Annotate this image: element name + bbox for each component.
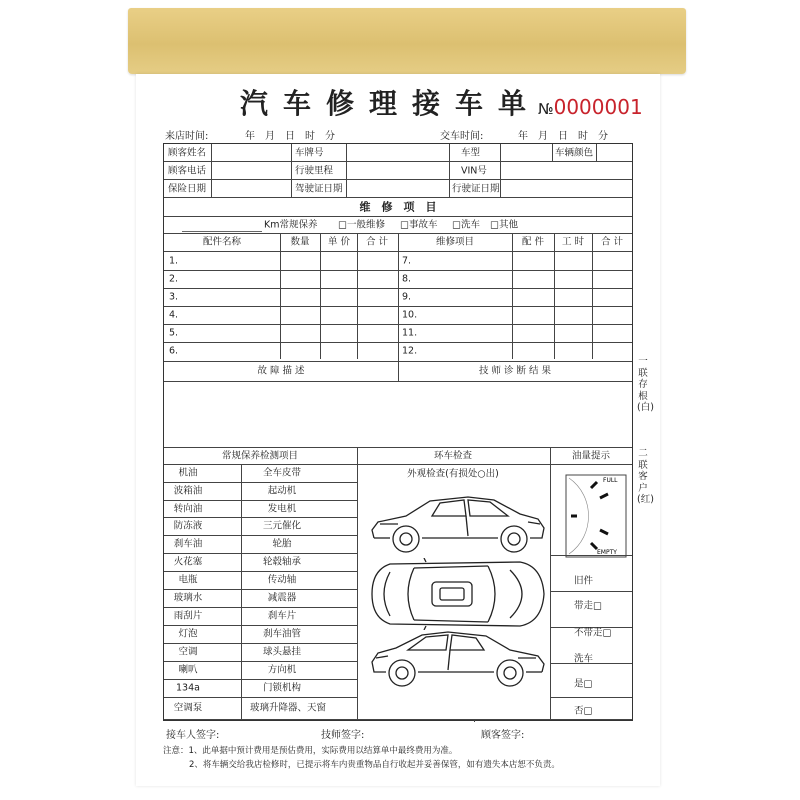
insurance-date-label: 保险日期 xyxy=(168,183,207,195)
repair-row: 11. xyxy=(402,327,418,339)
km-maintenance-label: Km常规保养 xyxy=(264,219,318,231)
check-item: 灯泡 xyxy=(178,628,198,640)
page-title: 汽车修理接车单 xyxy=(240,87,542,120)
header-total: 合 计 xyxy=(600,236,624,248)
leave-old-parts-checkbox[interactable]: 不带走□ xyxy=(574,627,612,639)
carbon-copy-backing xyxy=(128,8,686,74)
customer-name-label: 顾客姓名 xyxy=(168,147,207,159)
serial-number xyxy=(538,95,643,119)
check-item: 134a xyxy=(176,682,200,694)
customer-phone-label: 顾客电话 xyxy=(168,165,207,177)
repair-row: 5. xyxy=(169,327,179,339)
number-value: 0000001 xyxy=(553,95,643,119)
repair-row: 12. xyxy=(402,345,418,357)
model-label: 车型 xyxy=(461,147,481,159)
receiver-signature-label: 接车人签字: xyxy=(166,730,220,741)
fuel-heading: 油量提示 xyxy=(571,450,611,462)
fuel-full-text: FULL xyxy=(603,477,618,484)
repair-row: 7. xyxy=(402,255,412,267)
check-item: 玻璃升降器、天窗 xyxy=(249,702,327,714)
gauge-tick xyxy=(600,494,608,498)
repair-row: 6. xyxy=(169,345,179,357)
option-other[interactable]: □其他 xyxy=(490,219,518,231)
fuel-empty-text: EMPTY xyxy=(597,549,617,556)
check-item: 起动机 xyxy=(267,485,297,497)
header-labor: 工 时 xyxy=(561,236,585,248)
wash-yes-checkbox[interactable]: 是□ xyxy=(574,678,593,690)
fault-description-label: 故 障 描 述 xyxy=(257,365,305,377)
repair-row: 3. xyxy=(169,291,179,303)
check-item: 发电机 xyxy=(267,503,297,515)
mileage-label: 行驶里程 xyxy=(295,165,334,177)
check-item: 转向油 xyxy=(173,503,203,515)
check-item: 方向机 xyxy=(267,664,297,676)
header-repair-item: 维修项目 xyxy=(435,236,475,248)
arrive-time-label: 来店时间: xyxy=(165,131,209,142)
check-item: 球头悬挂 xyxy=(262,646,302,658)
note-line-2: 2、将车辆交给我店检修时，已提示将车内贵重物品自行收起并妥善保管，如有遗失本店恕不负责。 xyxy=(189,760,560,770)
copy-stub-label: 一联 存根 (白) xyxy=(637,356,654,413)
gauge-tick-full xyxy=(591,482,597,488)
note-line-1: 注意：1、此单据中预计费用是预估费用，实际费用以结算单中最终费用为准。 xyxy=(163,746,458,756)
registration-date-label: 行驶证日期 xyxy=(452,183,500,195)
repair-heading: 维 修 项 目 xyxy=(359,200,437,214)
header-subtotal: 合 计 xyxy=(365,236,389,248)
plate-label: 车牌号 xyxy=(295,147,324,159)
repair-row: 1. xyxy=(169,255,179,267)
arrive-time-units: 年 月 日 时 分 xyxy=(245,131,335,142)
check-item: 全车皮带 xyxy=(262,467,302,479)
repair-row: 10. xyxy=(402,309,418,321)
header-part-name: 配件名称 xyxy=(202,236,242,248)
deliver-time-units: 年 月 日 时 分 xyxy=(518,131,608,142)
technician-diagnosis-label: 技 师 诊 断 结 果 xyxy=(478,365,552,377)
header-quantity: 数量 xyxy=(290,236,310,248)
check-item: 电瓶 xyxy=(178,574,198,586)
fuel-gauge xyxy=(565,474,627,558)
check-item: 波箱油 xyxy=(173,485,203,497)
vin-label: VIN号 xyxy=(461,165,487,177)
check-item: 空调 xyxy=(178,646,198,658)
check-item: 喇叭 xyxy=(178,664,198,676)
header-parts: 配 件 xyxy=(521,236,545,248)
option-accident[interactable]: □事故车 xyxy=(400,219,438,231)
option-car-wash[interactable]: □洗车 xyxy=(452,219,480,231)
car-wash-label: 洗车 xyxy=(574,653,594,665)
ring-check-heading: 环车检查 xyxy=(433,450,473,462)
number-symbol: № xyxy=(538,100,554,118)
car-side-view-icon xyxy=(368,492,548,560)
wash-no-checkbox[interactable]: 否□ xyxy=(574,705,593,717)
check-item: 轮毂轴承 xyxy=(262,556,302,568)
old-parts-label: 旧件 xyxy=(574,575,594,587)
check-item: 空调泵 xyxy=(173,702,203,714)
check-item: 防冻液 xyxy=(173,520,203,532)
repair-row: 2. xyxy=(169,273,179,285)
gauge-tick xyxy=(600,530,608,534)
check-item: 刹车片 xyxy=(267,610,297,622)
check-item: 轮胎 xyxy=(272,538,292,550)
check-item: 刹车油 xyxy=(173,538,203,550)
check-item: 雨刮片 xyxy=(173,610,203,622)
appearance-check-label: 外观检查(有损处○出) xyxy=(407,468,499,480)
repair-row: 9. xyxy=(402,291,412,303)
check-item: 传动轴 xyxy=(267,574,297,586)
copy-customer-label: 二联 客户 (红) xyxy=(637,448,654,505)
deliver-time-label: 交车时间: xyxy=(440,131,484,142)
inspection-heading: 常规保养检测项目 xyxy=(221,450,299,462)
repair-row: 8. xyxy=(402,273,412,285)
check-item: 三元催化 xyxy=(262,520,302,532)
check-item: 火花塞 xyxy=(173,556,203,568)
car-side-view-icon xyxy=(368,628,548,694)
header-unit-price: 单 价 xyxy=(327,236,351,248)
check-item: 玻璃水 xyxy=(173,592,203,604)
color-label: 车辆颜色 xyxy=(555,147,594,159)
check-item: 刹车油管 xyxy=(262,628,302,640)
option-general-repair[interactable]: □一般维修 xyxy=(338,219,385,231)
repair-row: 4. xyxy=(169,309,179,321)
check-item: 门锁机构 xyxy=(262,682,302,694)
technician-signature-label: 技师签字: xyxy=(321,730,365,741)
check-item: 减震器 xyxy=(267,592,297,604)
customer-signature-label: 顾客签字: xyxy=(481,730,525,741)
car-top-view-icon xyxy=(370,558,546,630)
check-item: 机油 xyxy=(178,467,198,479)
license-date-label: 驾驶证日期 xyxy=(295,183,343,195)
take-old-parts-checkbox[interactable]: 带走□ xyxy=(574,600,602,612)
